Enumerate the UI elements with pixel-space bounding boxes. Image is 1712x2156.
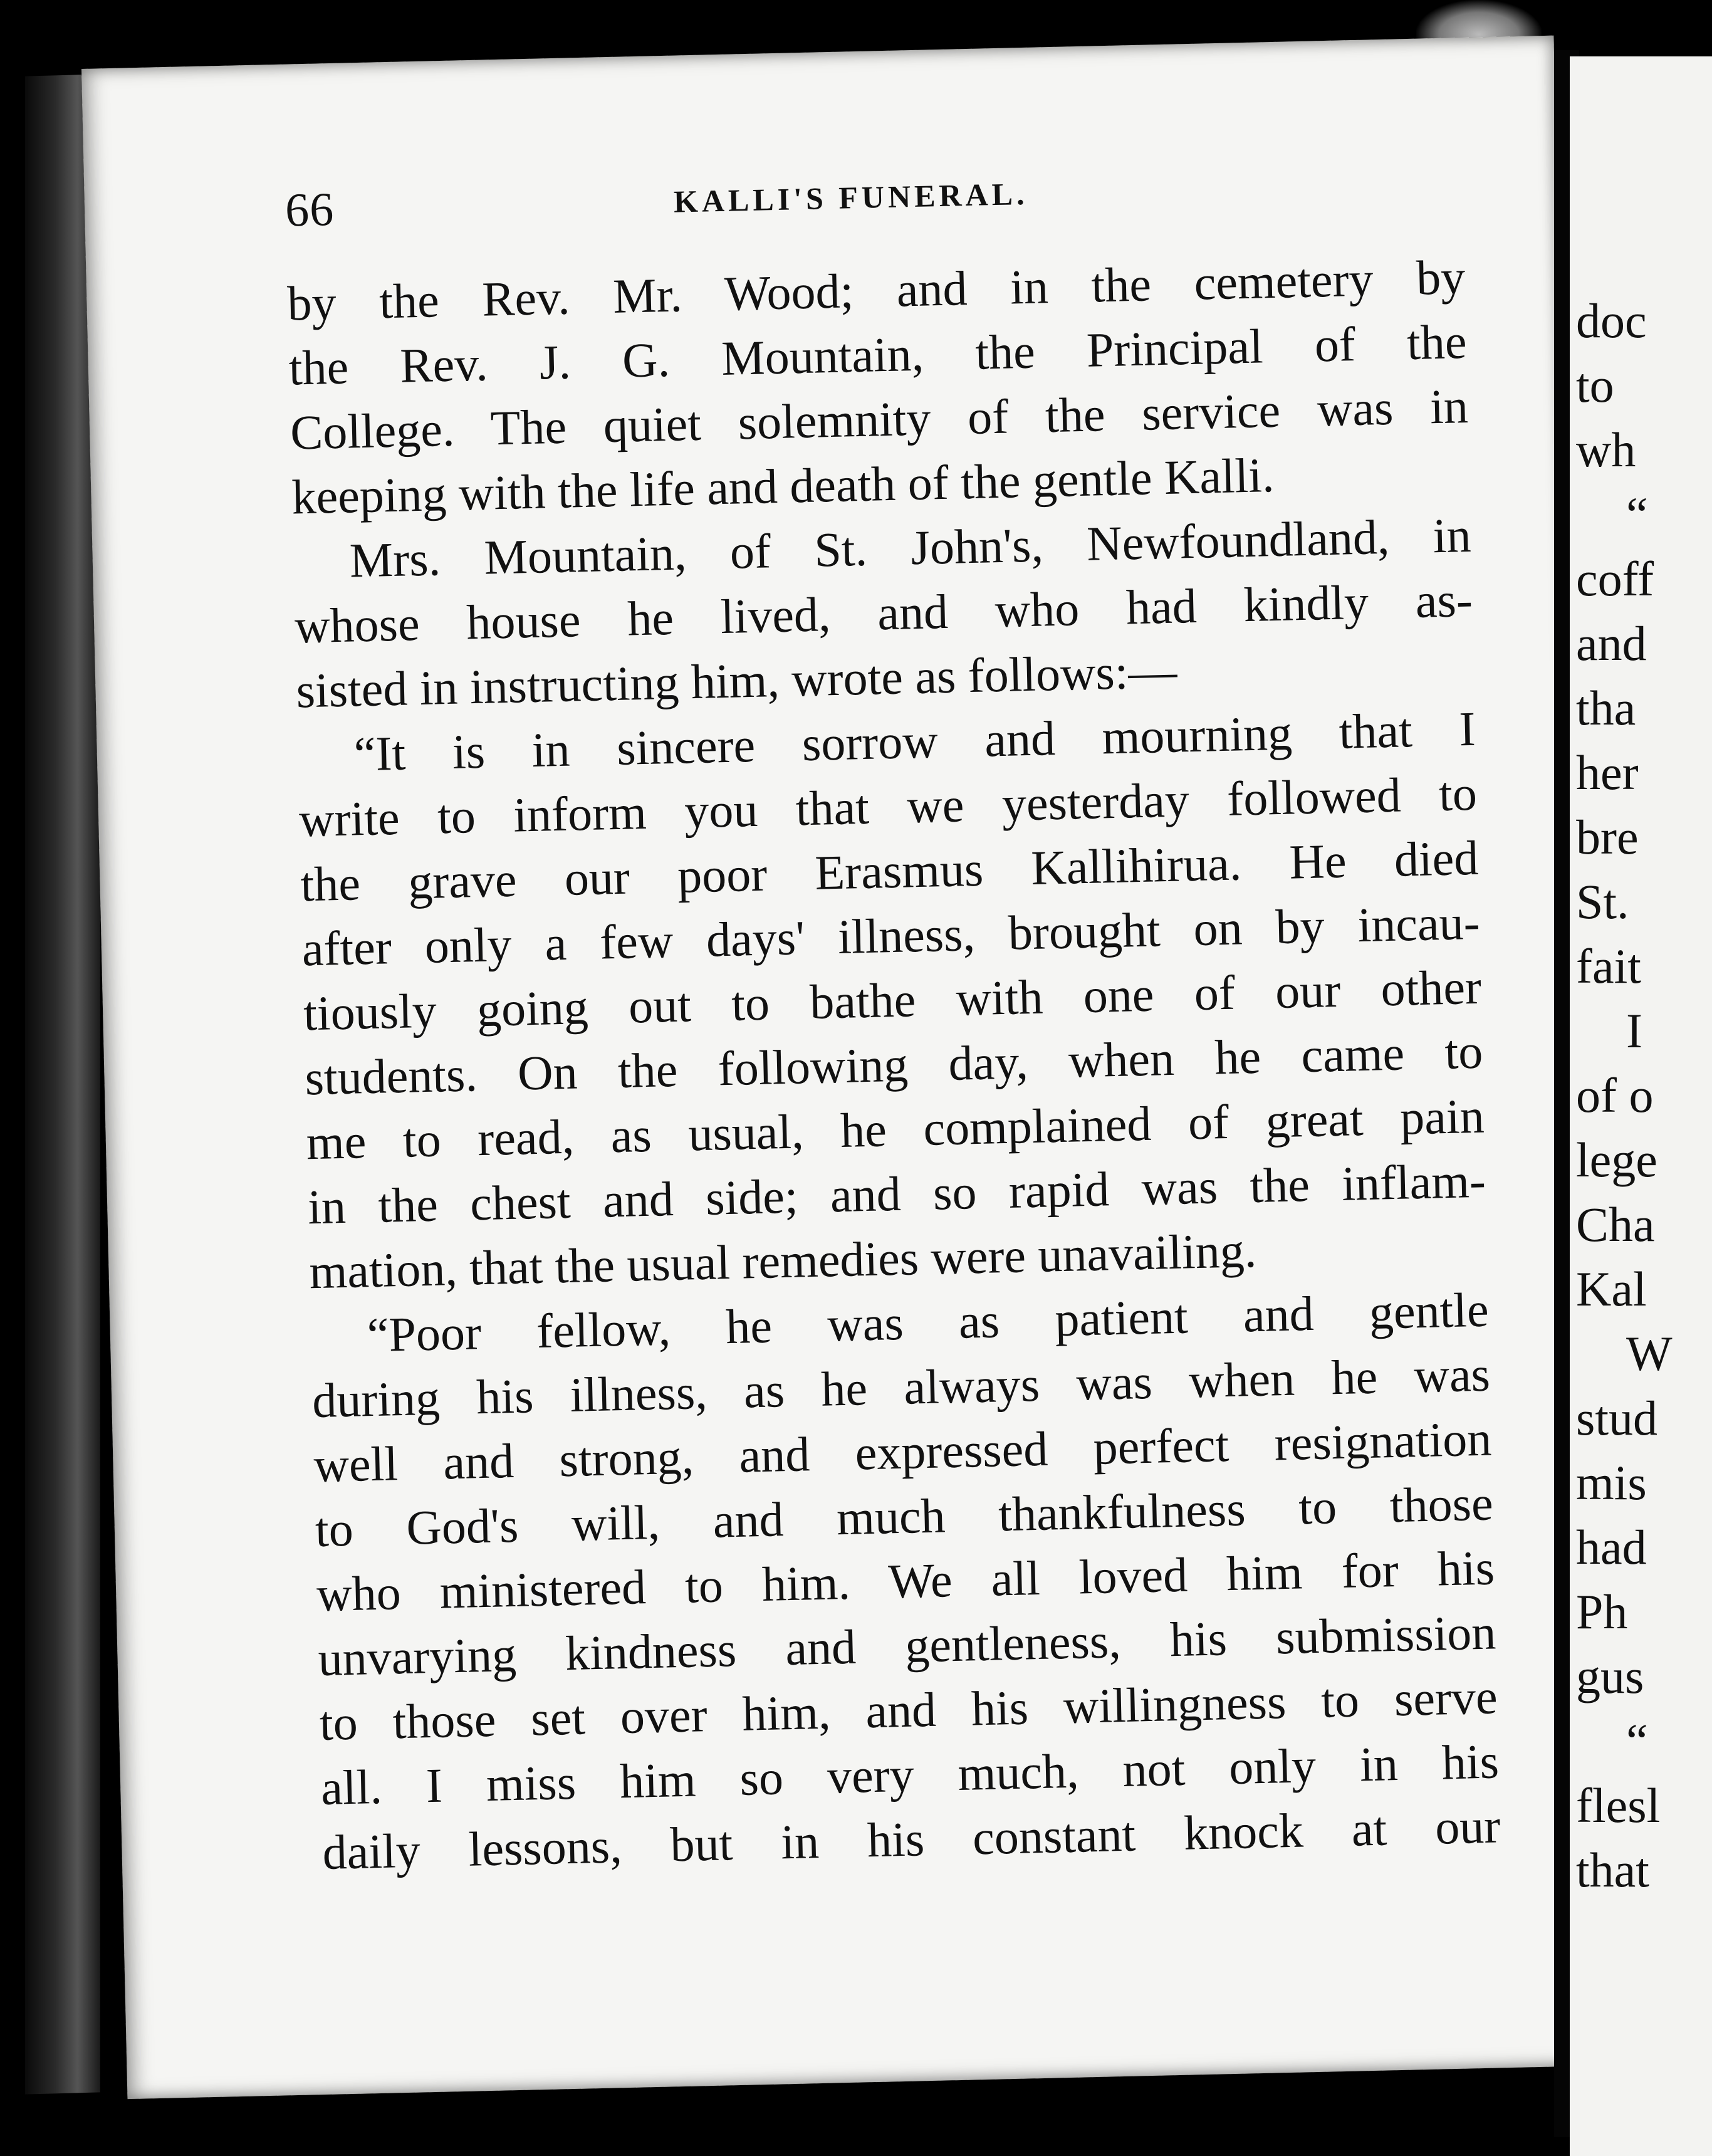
text-line: students. On the following day, when he came to	[304, 1023, 1484, 1106]
text-line: Mrs. Mountain, of St. John's, Newfoundland, in	[348, 507, 1472, 588]
body-text	[286, 244, 1501, 1885]
fragment-line: mis	[1576, 1455, 1647, 1510]
fragment-line: St.	[1576, 874, 1629, 929]
left-page-content	[284, 157, 1501, 1885]
fragment-line: lege	[1576, 1133, 1657, 1187]
right-page-fragments	[1576, 288, 1673, 1902]
fragment-line: that	[1576, 1843, 1649, 1897]
fragment-line: Cha	[1576, 1197, 1655, 1252]
text-line: unvarying kindness and gentleness, his submission	[317, 1604, 1497, 1687]
text-line: keeping with the life and death of the gentle Kalli.	[291, 447, 1275, 525]
text-line: to those set over him, and his willingness to serve	[318, 1669, 1498, 1751]
text-line: daily lessons, but in his constant knock at our	[321, 1798, 1501, 1880]
text-line: me to read, as usual, he complained of great pain	[305, 1088, 1485, 1170]
text-line: College. The quiet solemnity of the service was in	[290, 378, 1469, 460]
text-line: after only a few days' illness, brought on by incau-	[301, 894, 1481, 976]
text-line: who ministered to him. We all loved him for his	[316, 1540, 1495, 1622]
right-page	[1570, 56, 1712, 2156]
fragment-line: fait	[1576, 939, 1641, 993]
fragment-line: I	[1626, 1003, 1642, 1058]
running-head	[284, 157, 1464, 259]
fragment-line: of o	[1576, 1068, 1654, 1122]
text-line: by the Rev. Mr. Wood; and in the cemetery by	[286, 249, 1466, 331]
fragment-line: “	[1626, 487, 1648, 542]
fragment-line: had	[1576, 1520, 1647, 1574]
text-line: “Poor fellow, he was as patient and gentle	[366, 1282, 1490, 1363]
fragment-line: bre	[1576, 810, 1639, 864]
fragment-line: her	[1576, 745, 1639, 800]
text-line: to God's will, and much thankfulness to those	[314, 1475, 1494, 1557]
fragment-line: doc	[1576, 293, 1647, 348]
fragment-line: Kal	[1576, 1262, 1647, 1316]
fragment-line: gus	[1576, 1649, 1644, 1703]
text-line: during his illness, as he always was when he was	[311, 1346, 1491, 1428]
fragment-line: “	[1626, 1714, 1648, 1768]
fragment-line: to	[1576, 358, 1614, 412]
fragment-line: tha	[1576, 681, 1636, 735]
text-line: the grave our poor Erasmus Kallihirua. He died	[300, 830, 1480, 912]
text-line: well and strong, and expressed perfect resignation	[313, 1411, 1493, 1493]
text-line: in the chest and side; and so rapid was the inflam-	[307, 1153, 1486, 1235]
text-line: write to inform you that we yesterday followed to	[298, 765, 1478, 847]
text-line: the Rev. J. G. Mountain, the Principal of the	[288, 313, 1468, 395]
left-page	[81, 36, 1600, 2099]
text-line: mation, that the usual remedies were unavailing.	[308, 1222, 1258, 1299]
fragment-line: and	[1576, 616, 1647, 671]
text-line: all. I miss him so very much, not only in his	[320, 1734, 1500, 1816]
text-line: “It is in sincere sorrow and mourning that I	[353, 701, 1476, 782]
fragment-line: coff	[1576, 552, 1654, 606]
running-title: KALLI'S FUNERAL.	[673, 175, 1029, 219]
text-line: whose house he lived, and who had kindly as-	[294, 572, 1473, 654]
fragment-line: Ph	[1576, 1584, 1628, 1639]
fragment-line: stud	[1576, 1391, 1658, 1445]
fragment-line: flesl	[1576, 1778, 1661, 1833]
page-number: 66	[284, 182, 335, 237]
text-line: tiously going out to bathe with one of our other	[303, 959, 1482, 1041]
fragment-line: W	[1626, 1326, 1673, 1381]
fragment-line: wh	[1576, 422, 1636, 477]
text-line: sisted in instructing him, wrote as follows:—	[295, 643, 1178, 718]
